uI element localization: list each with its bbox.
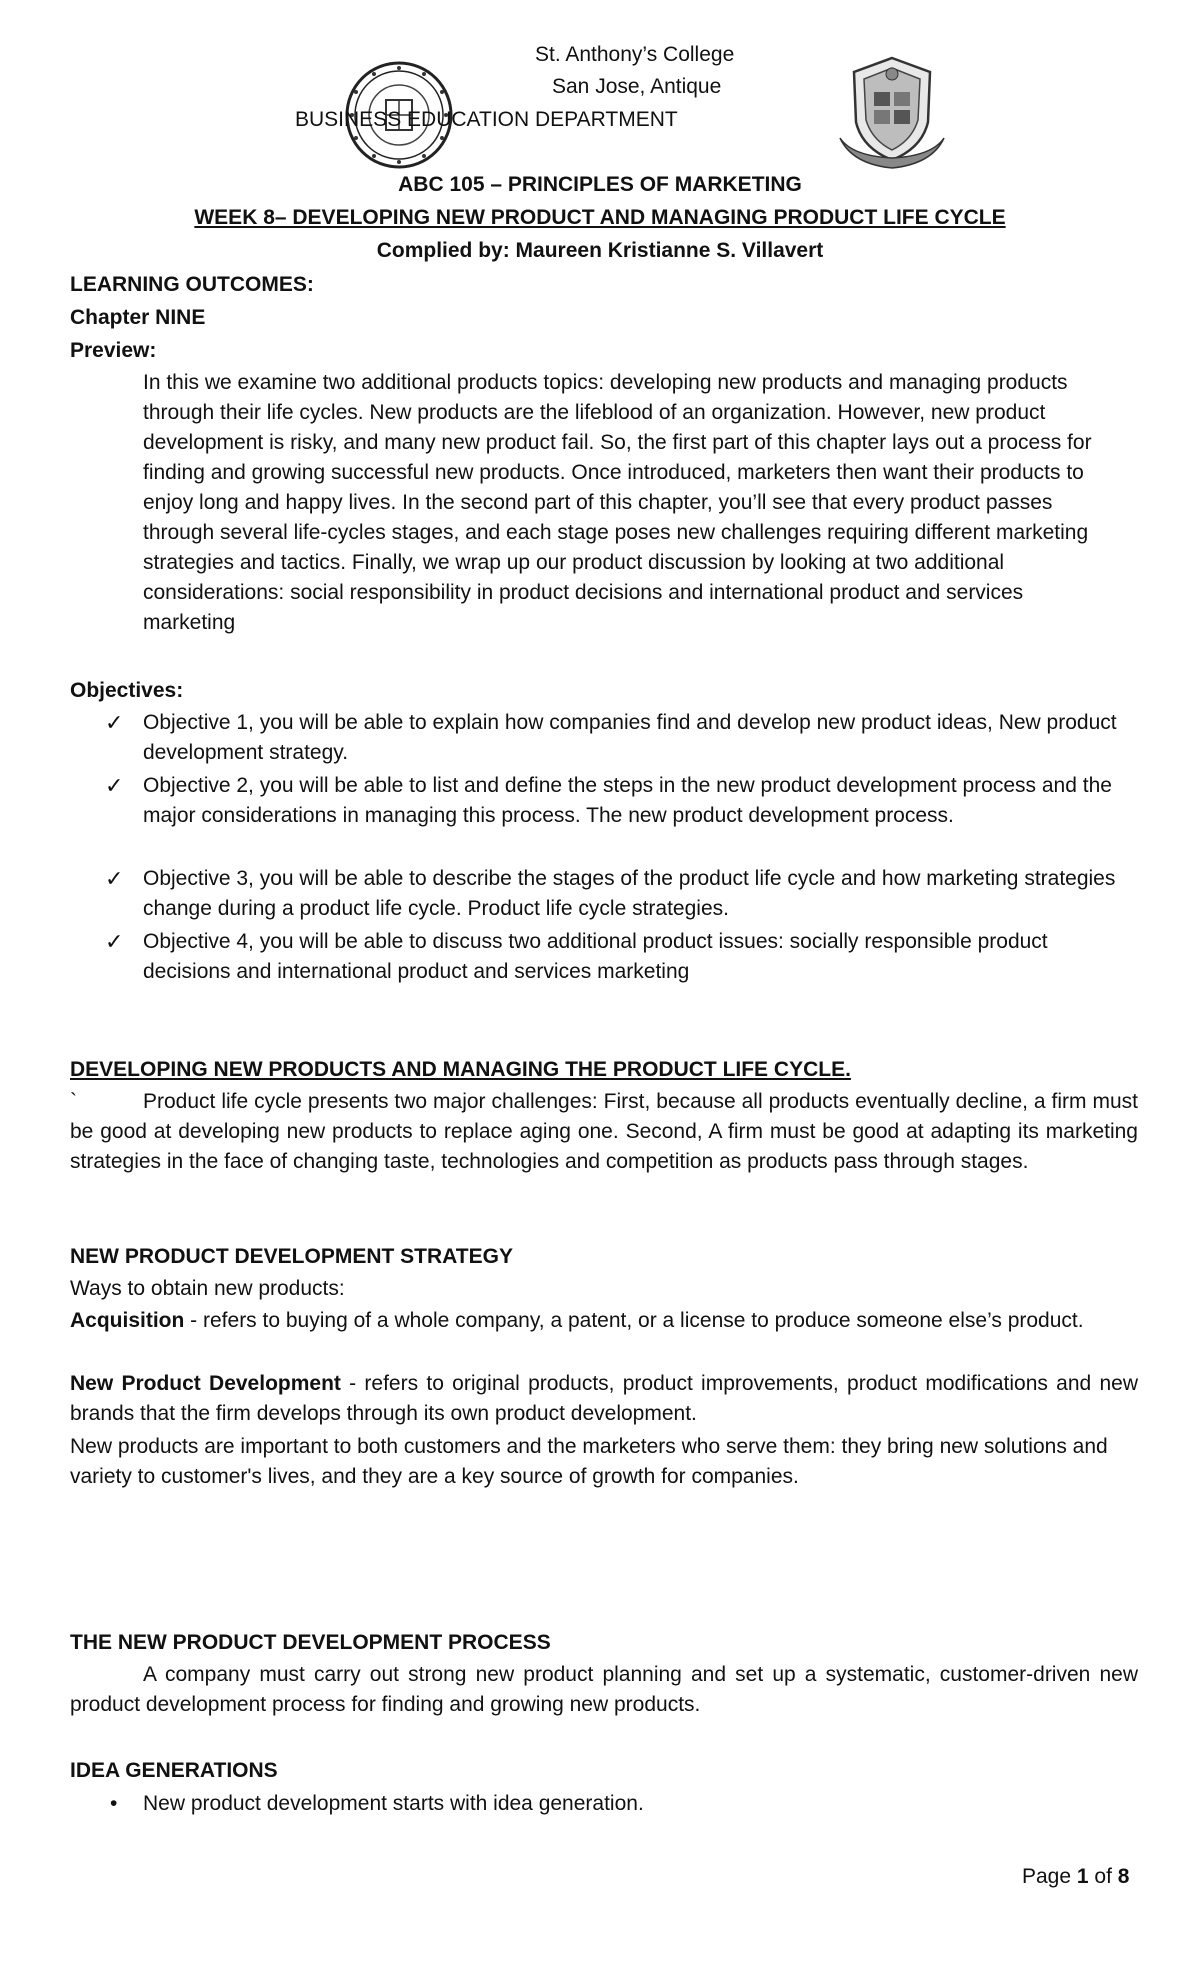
checkmark-icon: ✓ bbox=[105, 710, 124, 735]
developing-text: Product life cycle presents two major challenges: First, because all products eventually decline, a firm must be good at developing new products to replace aging one. Second, A firm must be good at adapting its marketing strategies in the face of changing taste, technologies and competition as products pass through stages. bbox=[70, 1090, 1138, 1173]
preview-label: Preview: bbox=[70, 339, 157, 362]
importance-text: New products are important to both customers and the marketers who serve them: they bring new solutions and variety to customer's lives, and they are a key source of growth for companies. bbox=[70, 1435, 1108, 1488]
week-title: WEEK 8– DEVELOPING NEW PRODUCT AND MANAGING PRODUCT LIFE CYCLE bbox=[194, 206, 1006, 229]
compiled-by: Complied by: Maureen Kristianne S. Villavert bbox=[376, 239, 824, 262]
page-prefix: Page bbox=[1022, 1865, 1077, 1888]
objective-item: Objective 2, you will be able to list and define the steps in the new product development process and the major considerations in managing this process. The new product development process. bbox=[143, 774, 1112, 827]
acquisition-term: Acquisition bbox=[70, 1309, 185, 1332]
college-location: San Jose, Antique bbox=[552, 75, 722, 98]
objectives-heading: Objectives: bbox=[70, 679, 184, 702]
chapter-label: Chapter NINE bbox=[70, 306, 206, 329]
npd-definition bbox=[70, 1369, 1138, 1429]
learning-outcomes-heading: LEARNING OUTCOMES: bbox=[70, 273, 314, 296]
idea-bullet: New product development starts with idea generation. bbox=[143, 1792, 644, 1815]
acquisition-definition bbox=[70, 1306, 1138, 1336]
npd-term: New Product Development bbox=[70, 1372, 341, 1395]
ways-text: Ways to obtain new products: bbox=[70, 1277, 345, 1300]
checkmark-icon: ✓ bbox=[105, 929, 124, 954]
strategy-heading: NEW PRODUCT DEVELOPMENT STRATEGY bbox=[70, 1245, 513, 1268]
checkmark-icon: ✓ bbox=[105, 773, 124, 798]
college-name: St. Anthony’s College bbox=[535, 43, 735, 66]
department-name: BUSINESS EDUCATION DEPARTMENT bbox=[295, 108, 678, 131]
page-current: 1 bbox=[1076, 1865, 1089, 1888]
page-total: 8 bbox=[1117, 1865, 1130, 1888]
developing-heading: DEVELOPING NEW PRODUCTS AND MANAGING THE PRODUCT LIFE CYCLE. bbox=[70, 1058, 851, 1081]
stray-mark: ` bbox=[70, 1090, 77, 1113]
objective-item: Objective 1, you will be able to explain how companies find and develop new product ideas, New product development strategy. bbox=[143, 711, 1117, 764]
objective-item: Objective 4, you will be able to discuss two additional product issues: socially responsible product decisions and international product and services marketing bbox=[143, 930, 1048, 983]
checkmark-icon: ✓ bbox=[105, 866, 124, 891]
course-title: ABC 105 – PRINCIPLES OF MARKETING bbox=[398, 173, 802, 196]
page-mid: of bbox=[1088, 1865, 1118, 1888]
seal-right bbox=[832, 52, 952, 172]
idea-heading: IDEA GENERATIONS bbox=[70, 1759, 278, 1782]
process-text: A company must carry out strong new product planning and set up a systematic, customer-driven new product development process for finding and growing new products. bbox=[70, 1663, 1138, 1716]
preview-text: In this we examine two additional products topics: developing new products and managing products through their life cycles. New products are the lifeblood of an organization. However, new product development is risky, and many new product fail. So, the first part of this chapter lays out a process for finding and growing successful new products. Once introduced, marketers then want their products to enjoy long and happy lives. In the second part of this chapter, you’ll see that every product passes through several life-cycles stages, and each stage poses new challenges requiring different marketing strategies and tactics. Finally, we wrap up our product discussion by looking at two additional considerations: social responsibility in product decisions and international product and services marketing bbox=[143, 371, 1092, 634]
npd-def-text: - refers to original products, product improvements, product modifications and new brands that the firm develops through its own product development. bbox=[70, 1372, 1138, 1425]
bullet-icon: • bbox=[110, 1792, 118, 1815]
process-heading: THE NEW PRODUCT DEVELOPMENT PROCESS bbox=[70, 1631, 551, 1654]
objective-item: Objective 3, you will be able to describe the stages of the product life cycle and how marketing strategies change during a product life cycle. Product life cycle strategies. bbox=[143, 867, 1116, 920]
page-number bbox=[1022, 1862, 1129, 1892]
acquisition-def-text: - refers to buying of a whole company, a patent, or a license to produce someone else’s product. bbox=[184, 1309, 1084, 1332]
